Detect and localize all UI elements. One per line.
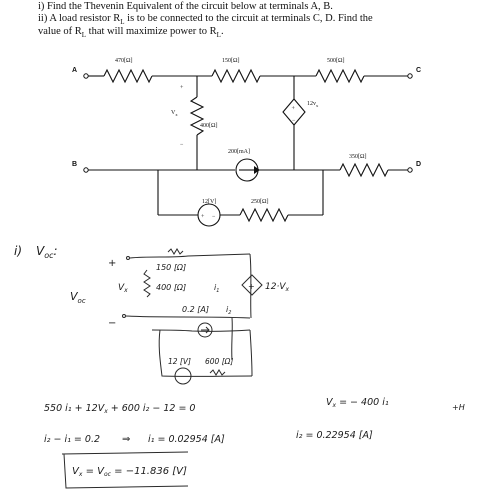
hw-part-label: i) <box>14 244 23 258</box>
voltage-source-minus: − <box>212 214 216 220</box>
hw-r150: 150 [Ω] <box>156 263 187 272</box>
voltage-source-plus: + <box>201 214 205 220</box>
problem-line-1: i) Find the Thevenin Equivalent of the circuit below at terminals A, B. <box>38 1 333 12</box>
current-source-label: 200[mA] <box>228 149 250 155</box>
hw-i2-mark: $i_2$ <box>226 305 232 316</box>
terminal-c-label: C <box>416 67 422 74</box>
hw-arrow: ⇒ <box>122 434 131 445</box>
hw-equation-3: i₂ − i₁ = 0.2 <box>44 434 101 445</box>
resistor-150-label: 150[Ω] <box>222 58 240 64</box>
terminal-b-label: B <box>72 161 78 168</box>
hw-minus: − <box>108 318 117 329</box>
terminal-d-label: D <box>416 161 422 168</box>
hw-plus-h: +H <box>452 403 465 412</box>
vx-plus: + <box>180 85 184 91</box>
vx-minus: − <box>180 142 184 148</box>
hw-r600: 600 [Ω] <box>205 357 234 366</box>
hw-voc-label: $V_{oc}$: <box>36 244 58 260</box>
dep-source-minus: − <box>292 118 296 124</box>
hw-r400: 400 [Ω] <box>156 283 187 292</box>
voltage-source-label: 12[V] <box>202 199 217 205</box>
resistor-470-label: 470[Ω] <box>115 58 133 64</box>
hw-i1-mark: $i_1$ <box>214 283 220 294</box>
resistor-350-label: 350[Ω] <box>349 154 367 160</box>
hw-equation-4: i₁ = 0.02954 [A] <box>148 434 225 445</box>
vx-label: $V_x$ <box>171 110 178 117</box>
hw-equation-5: i₂ = 0.22954 [A] <box>296 430 373 441</box>
hw-result: $V_x = V_{oc} = -11.836$ [V] <box>72 466 187 478</box>
dep-source-label: $12v_x$ <box>307 101 319 108</box>
hw-v12: 12 [V] <box>168 357 191 366</box>
resistor-500-label: 500[Ω] <box>327 58 345 64</box>
problem-line-2: ii) A load resistor $R_L$ is to be connected to the circuit at terminals C, D. Find the <box>38 13 373 27</box>
hw-vx-mark: $V_x$ <box>118 283 128 294</box>
resistor-250-label: 250[Ω] <box>251 199 269 205</box>
hw-equation-2: $V_x$ = − 400 i₁ <box>326 397 389 409</box>
problem-line-3: value of $R_L$ that will maximize power to $R_L$. <box>38 26 224 40</box>
hw-plus: + <box>108 258 117 269</box>
hw-voc-left: $V_{oc}$ <box>70 290 86 305</box>
dep-source-plus: + <box>291 106 295 112</box>
hw-dep-source: $12\cdot V_x$ <box>265 282 290 293</box>
resistor-400-label: 400[Ω] <box>200 123 218 129</box>
hw-dep-plus: + <box>248 282 255 291</box>
hw-equation-1: 550 $i_1 + 12V_x + 600$ i₂ − 12 = 0 <box>44 403 196 415</box>
hw-cur-source: 0.2 [A] <box>182 305 209 314</box>
terminal-a-label: A <box>72 67 78 74</box>
